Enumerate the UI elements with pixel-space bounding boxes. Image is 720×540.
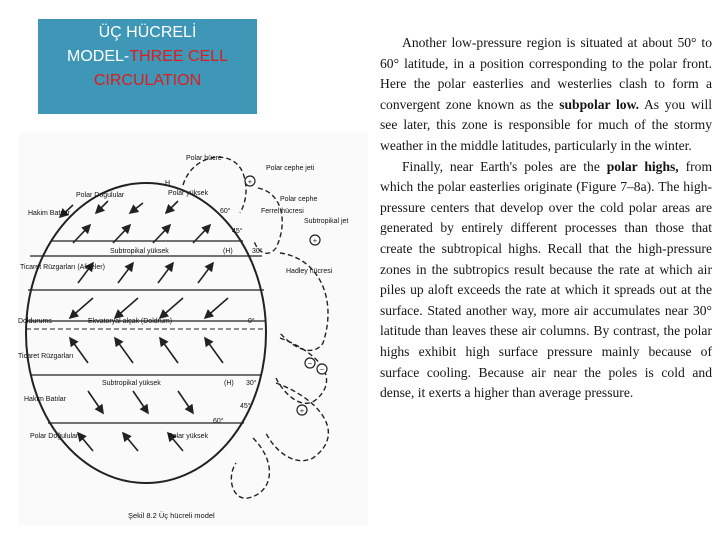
label-hakim-batilar-top: Hakim Batılar (28, 210, 71, 217)
label-polar-hucre: Polar hücre (186, 155, 222, 162)
label-ekvatoryal-alcak: Ekvatoryal alçak (Doldrum) (88, 318, 173, 325)
pressure-sign-plus: + (312, 236, 318, 245)
pressure-sign-plus: + (247, 177, 253, 186)
label-h-top: H (165, 180, 171, 187)
label-lat-45-bottom: 45° (240, 403, 251, 410)
label-lat-30-bottom: 30° (246, 380, 257, 387)
body-text (380, 33, 712, 404)
label-hadley-hucresi: Hadley hücresi (286, 268, 333, 275)
title-line-1: ÜÇ HÜCRELİ (98, 24, 197, 41)
label-lat-60-bottom: 60° (213, 418, 224, 425)
title-line-2 (38, 45, 257, 69)
pressure-sign-minus: − (307, 359, 313, 368)
label-polar-dogulular-bottom: Polar Doğulular (30, 433, 79, 440)
pressure-sign-plus: + (299, 406, 305, 415)
label-subtropikal-yuksek-bottom: Subtropikal yüksek (102, 380, 161, 387)
title-line-3: CIRCULATION (93, 72, 202, 89)
label-doldurums: Doldurums (18, 318, 52, 325)
term-polar-highs: polar highs, (606, 158, 679, 174)
paragraph-1-text-c: As you will see later, this zone is responsible for much of the stormy weather in the middle latitudes, particularly in the winter. (380, 96, 713, 153)
label-subtropikal-yuksek-top: Subtropikal yüksek (110, 248, 169, 255)
term-subpolar-low: subpolar low. (559, 96, 640, 112)
label-lat-45-top: 45° (232, 228, 243, 235)
label-polar-dogulular-top: Polar Doğulular (76, 192, 125, 199)
label-lat-60-top: 60° (220, 208, 231, 215)
label-lat-0: 0° (248, 318, 255, 325)
slide-title (38, 19, 257, 114)
label-polar-yuksek-top: Polar yüksek (168, 190, 209, 197)
label-polar-cephe: Polar cephe (280, 196, 318, 203)
title-three-cell: THREE CELL (129, 48, 228, 65)
label-subtropikal-jet: Subtropikal jet (304, 218, 349, 225)
label-ferrel-hucresi: Ferrel hücresi (261, 208, 304, 215)
label-h-sub-bottom: (H) (224, 380, 234, 387)
label-ticaret-ruzgarlari-bottom: Ticaret Rüzgarları (18, 353, 74, 360)
pressure-sign-minus: − (319, 365, 325, 374)
label-polar-yuksek-bottom: Polar yüksek (168, 433, 209, 440)
label-ticaret-ruzgarlari-top: Ticaret Rüzgarları (Alizeler) (20, 264, 105, 271)
three-cell-diagram (18, 133, 368, 525)
label-lat-30-top: 30° (252, 248, 263, 255)
label-h-sub-top: (H) (223, 248, 233, 255)
paragraph-1 (380, 33, 712, 157)
paragraph-2 (380, 157, 712, 404)
paragraph-2-text-c: from which the polar easterlies originate (Figure 7–8a). The high-pressure centers that develop over the cold polar areas are generated by entirely different processes than those that create the subtropical highs. Recall that the high-pressure zones in the subtropics result because the rate at which air piles up aloft exceeds the rate at which it spreads out at the surface. Stated another way, more air accumulates near 30° latitude than leaves these air columns. By contrast, the polar highs exhibit high surface pressure mainly because of surface cooling. Because air near the poles is cold and dense, it exerts a higher than average pressure. (380, 158, 713, 401)
three-cell-diagram-svg (18, 133, 368, 525)
paragraph-1-text-a: Another low-pressure region is situated at about 50° to 60° latitude, in a position corresponding to the polar front. Here the polar easterlies and westerlies clash to form a convergent zone known as the (380, 35, 712, 112)
label-polar-cephe-jeti: Polar cephe jeti (266, 165, 315, 172)
title-model: MODEL- (67, 48, 130, 65)
label-hakim-batilar-bottom: Hakim Batılar (24, 396, 67, 403)
figure-caption: Şekil 8.2 Üç hücreli model (128, 511, 215, 520)
paragraph-2-text-a: Finally, near Earth's poles are the (402, 158, 607, 174)
